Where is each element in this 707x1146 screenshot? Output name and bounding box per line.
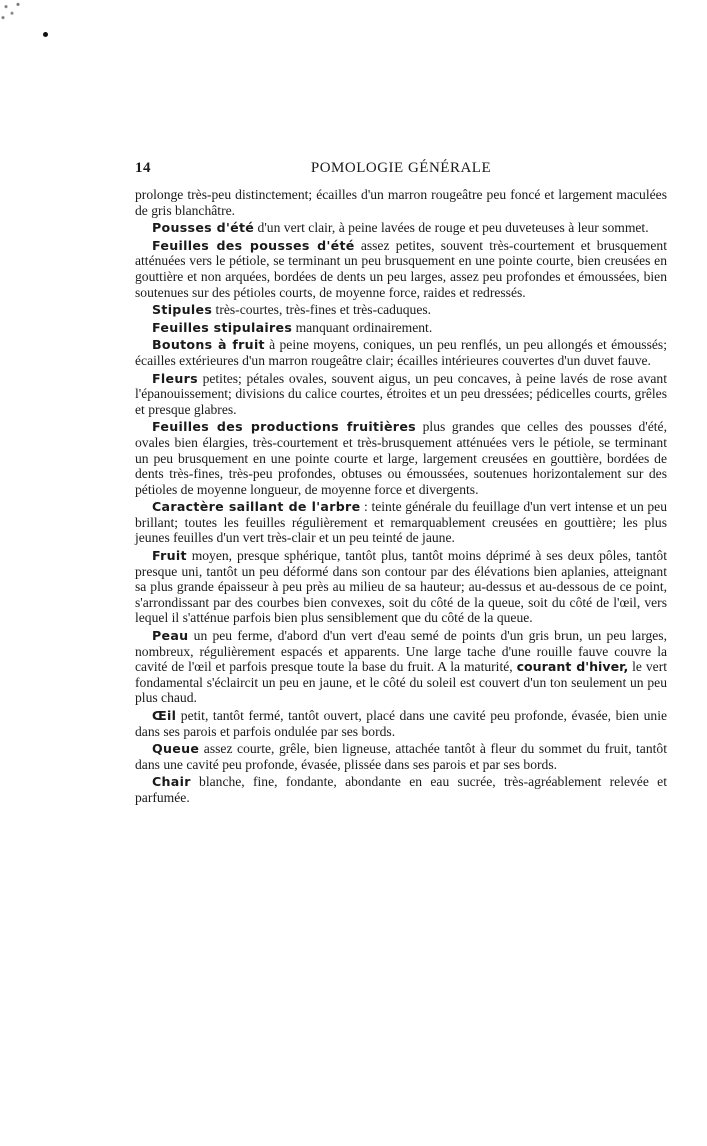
paragraph-chair: Chair blanche, fine, fondante, abondante en eau sucrée, très-agréablement relevée et parfumée. [135, 774, 667, 805]
paragraph-fruit: Fruit moyen, presque sphérique, tantôt plus, tantôt moins déprimé à ses deux pôles, tantôt presque uni, tantôt un peu déformé dans son contour par des élévations bien aplanies, atteignant sa plus grande épaisseur à peu près au milieu de sa hauteur; au-dessus et au-dessous de ce point, s'arrondissant par des courbes bien convexes, soit du côté de la queue, soit du côté de l'œil, vers lequel il s'atténue parfois bien plus sensiblement que du côté de la queue. [135, 548, 667, 626]
paragraph-pousses: Pousses d'été d'un vert clair, à peine lavées de rouge et peu duveteuses à leur sommet. [152, 220, 649, 236]
term-heading: Feuilles des pousses d'été [152, 237, 355, 253]
paragraph-queue: Queue assez courte, grêle, bien ligneuse, attachée tantôt à fleur du sommet du fruit, tantôt dans une cavité peu profonde, évasée, plissée dans ses parois et par ses bords. [135, 741, 667, 772]
term-heading: Boutons à fruit [152, 337, 265, 353]
paragraph-fleurs: Fleurs petites; pétales ovales, souvent aigus, un peu concaves, à peine lavés de rose avant l'épanouissement; divisions du calice courtes, étroites et un peu dressées; pédicelles courts, grêles et presque glabres. [135, 370, 667, 417]
term-heading: Queue [152, 741, 200, 757]
term-heading: Feuilles des productions fruitières [152, 419, 416, 435]
term-heading: Feuilles stipulaires [152, 319, 293, 335]
page-header [135, 160, 667, 180]
term-heading: Fleurs [152, 370, 198, 386]
running-title: POMOLOGIE GÉNÉRALE [310, 160, 492, 176]
term-heading: Œil [152, 708, 177, 723]
scan-dot [43, 32, 48, 37]
paragraph-feuilles-pousses: Feuilles des pousses d'été assez petites, souvent très-courtement et brusquement atténuées vers le pétiole, se terminant un peu brusquement en une pointe courte, bien creusées en gouttière et non arquées, bordées de dents un peu larges, assez peu profondes et émoussées, bien soutenues sur des pétioles courts, de moyenne force, raides et redressés. [135, 237, 667, 300]
term-heading: Pousses d'été [152, 220, 255, 236]
term-heading: Caractère saillant de l'arbre [152, 499, 361, 515]
paragraph-stipules: Stipules très-courtes, très-fines et très-caduques. [152, 302, 432, 318]
paragraph-feuilles-productions: Feuilles des productions fruitières plus grandes que celles des pousses d'été, ovales bien élargies, très-courtement et très-brusquement atténuées vers le pétiole, se terminant un peu brusquement en une pointe courte et large, largement creusées en gouttière, bordées de dents très-fines, très-peu profondes, obtuses ou émoussées, soutenues horizontalement sur des pétioles de moyenne longueur, de moyenne force et divergents. [135, 419, 667, 497]
scan-speckle [0, 0, 30, 22]
paragraph-oeil: Œil petit, tantôt fermé, tantôt ouvert, placé dans une cavité peu profonde, évasée, bien unie dans ses parois et parfois ondulée par ses bords. [135, 708, 667, 739]
term-heading: Chair [152, 774, 191, 790]
term-heading: Stipules [152, 302, 213, 318]
page-number: 14 [135, 160, 151, 176]
page-body [135, 187, 667, 808]
paragraph-peau: Peau un peu ferme, d'abord d'un vert d'eau semé de points d'un gris brun, un peu larges, nombreux, régulièrement espacés et apparents. Une large tache d'une rouille fauve couvre la cavité de l'œil et parfois presque toute la base du fruit. A la maturité, courant d'hiver, le vert fondamental s'éclaircit un peu en jaune, et le côté du soleil est couvert d'un ton seulement un peu plus chaud. [135, 628, 667, 706]
paragraph-feuilles-stipulaires: Feuilles stipulaires manquant ordinairement. [152, 319, 433, 335]
paragraph-caractere: Caractère saillant de l'arbre : teinte générale du feuillage d'un vert intense et un peu brillant; toutes les feuilles régulièrement et remarquablement creusées en gouttière; les plus jeunes feuilles d'un vert très-clair et un peu teinté de jaune. [135, 499, 668, 546]
paragraph-boutons: Boutons à fruit à peine moyens, coniques, un peu renflés, un peu allongés et émoussés; écailles extérieures d'un marron rougeâtre clair; écailles intérieures couvertes d'un duvet fauve. [135, 337, 667, 368]
paragraph-continuation: prolonge très-peu distinctement; écailles d'un marron rougeâtre peu foncé et largement maculées de gris blanchâtre. [135, 187, 667, 218]
inline-term: courant d'hiver, [516, 659, 629, 675]
term-heading: Peau [152, 628, 189, 644]
term-heading: Fruit [152, 548, 187, 564]
